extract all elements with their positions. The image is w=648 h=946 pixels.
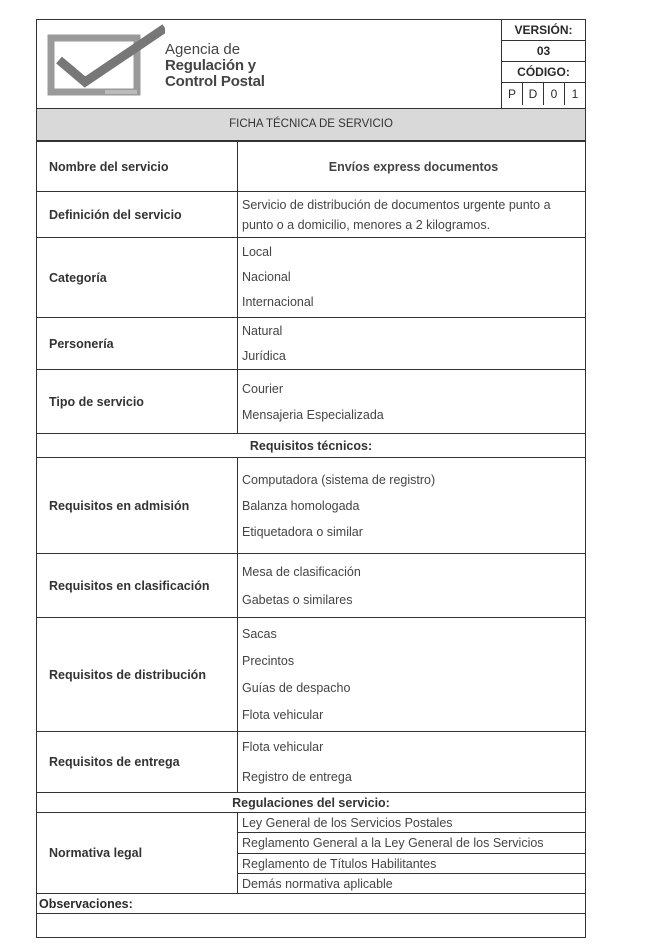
table-row xyxy=(37,813,586,833)
list-item: Etiquetadora o similar xyxy=(242,524,363,539)
list-item: Guías de despacho xyxy=(242,680,351,695)
service-type-list xyxy=(238,370,586,434)
version-code-box xyxy=(501,20,585,108)
list-item: Reglamento General a la Ley General de los Servicios xyxy=(238,833,586,854)
list-item: Jurídica xyxy=(242,348,286,363)
personeria-list xyxy=(238,318,586,370)
list-item: Sacas xyxy=(242,626,277,641)
document-header xyxy=(36,19,586,109)
code-value xyxy=(502,83,585,105)
regulaciones-title: Regulaciones del servicio: xyxy=(37,793,586,813)
list-item: Flota vehicular xyxy=(242,740,324,754)
code-char: 1 xyxy=(571,87,579,101)
list-item: Courier xyxy=(242,381,283,396)
row-label: Requisitos de distribución xyxy=(37,618,238,732)
row-label: Definición del servicio xyxy=(37,192,238,238)
table-row xyxy=(37,142,586,192)
table-row xyxy=(37,732,586,793)
list-item: Mesa de clasificación xyxy=(242,564,361,579)
row-label: Nombre del servicio xyxy=(37,142,238,192)
version-value: 03 xyxy=(502,41,585,62)
version-label: VERSIÓN: xyxy=(502,20,585,41)
list-item: Internacional xyxy=(242,295,314,309)
observations-field xyxy=(37,914,586,938)
row-label: Requisitos en clasificación xyxy=(37,554,238,618)
category-list xyxy=(238,238,586,318)
row-label: Normativa legal xyxy=(37,813,238,894)
classification-list xyxy=(238,554,586,618)
list-item: Ley General de los Servicios Postales xyxy=(238,813,586,833)
list-item: Natural xyxy=(242,323,283,338)
ficha-title: FICHA TÉCNICA DE SERVICIO xyxy=(36,109,586,141)
table-row xyxy=(37,370,586,434)
row-label: Categoría xyxy=(37,238,238,318)
row-label: Requisitos de entrega xyxy=(37,732,238,793)
table-row xyxy=(37,238,586,318)
row-label: Personería xyxy=(37,318,238,370)
list-item: Computadora (sistema de registro) xyxy=(242,472,436,487)
row-label: Tipo de servicio xyxy=(37,370,238,434)
table-row xyxy=(37,434,586,458)
agency-logo xyxy=(45,24,285,102)
list-item: Local xyxy=(242,245,272,259)
table-row xyxy=(37,554,586,618)
table-row xyxy=(37,318,586,370)
service-name: Envíos express documentos xyxy=(238,142,586,192)
table-row xyxy=(37,618,586,732)
checkmark-logo-icon xyxy=(45,24,165,102)
table-row xyxy=(37,894,586,914)
code-char: D xyxy=(523,83,544,105)
table-row xyxy=(37,458,586,554)
service-table xyxy=(36,141,586,938)
list-item: Mensajeria Especializada xyxy=(242,407,384,422)
code-label: CÓDIGO: xyxy=(502,62,585,83)
list-item: Registro de entrega xyxy=(242,770,352,784)
list-item: Reglamento de Títulos Habilitantes xyxy=(238,854,586,874)
list-item: Precintos xyxy=(242,653,295,668)
distribution-list xyxy=(238,618,586,732)
table-row xyxy=(37,793,586,813)
list-item: Nacional xyxy=(242,270,291,284)
list-item: Demás normativa aplicable xyxy=(238,874,586,894)
list-item: Gabetas o similares xyxy=(242,592,353,607)
table-row xyxy=(37,192,586,238)
code-char: 0 xyxy=(544,83,565,105)
admission-list xyxy=(238,458,586,554)
requisitos-title: Requisitos técnicos: xyxy=(37,434,586,458)
list-item: Balanza homologada xyxy=(242,498,360,513)
agency-name xyxy=(165,42,265,90)
agency-line-3: Control Postal xyxy=(165,73,265,90)
table-row xyxy=(37,914,586,938)
agency-line-2: Regulación y xyxy=(165,57,256,74)
service-sheet xyxy=(36,19,586,939)
delivery-list xyxy=(238,732,586,793)
list-item: Flota vehicular xyxy=(242,707,324,722)
code-char: P xyxy=(502,83,523,105)
service-definition: Servicio de distribución de documentos urgente punto a punto o a domicilio, menores a 2 kilogramos. xyxy=(238,192,586,238)
observations-label: Observaciones: xyxy=(37,894,586,914)
row-label: Requisitos en admisión xyxy=(37,458,238,554)
agency-line-1: Agencia de xyxy=(165,41,241,58)
